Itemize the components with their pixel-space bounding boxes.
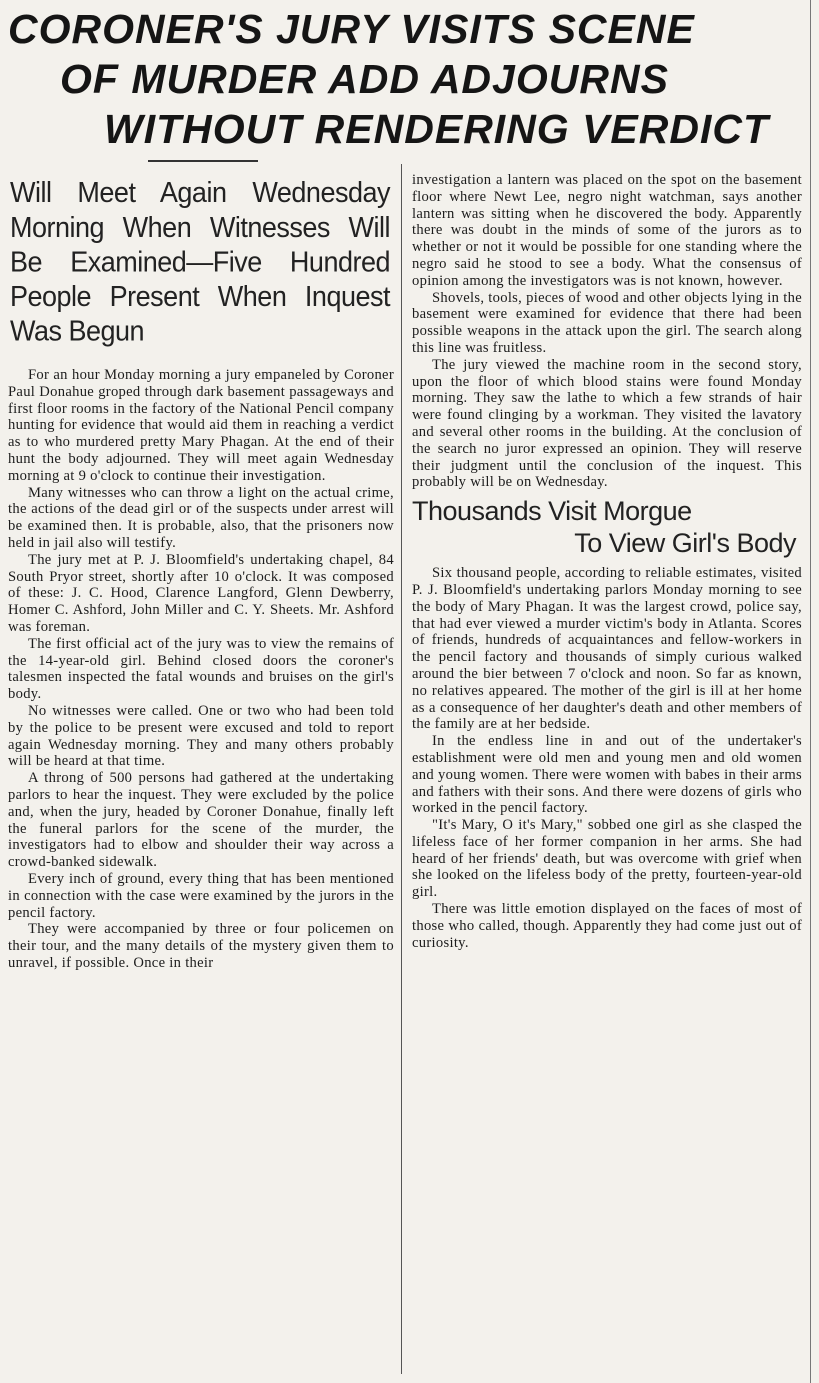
paragraph: Six thousand people, according to reliable estimates, visited P. J. Bloomfield's undertaking parlors Monday morning to see the body of Mary Phagan. It was the largest crowd, police say, that had ever viewed a murder victim's body in Atlanta. Scores of friends, hundreds of acquaintances and fellow-workers in the pencil factory and thousands of simply curious walked around the bier between 7 o'clock and noon. So far as known, no relatives appeared. The mother of the girl is ill at her home as a consequence of her daughter's death and other members of the family are at her bedside. [412, 565, 802, 733]
paragraph: For an hour Monday morning a jury empaneled by Coroner Paul Donahue groped through dark basement passageways and first floor rooms in the factory of the National Pencil company hunting for evidence that would aid them in reaching a verdict as to who murdered pretty Mary Phagan. At the end of their hunt the body adjourned. They will meet again Wednesday morning at 9 o'clock to continue their investigation. [8, 367, 394, 484]
paragraph: There was little emotion displayed on the faces of most of those who called, though. Apparently they had come just out of curiosity. [412, 901, 802, 951]
headline [0, 4, 819, 154]
paragraph: Every inch of ground, every thing that has been mentioned in connection with the case were examined by the jurors in the pencil factory. [8, 870, 394, 921]
paragraph: The jury viewed the machine room in the second story, upon the floor of which blood stains were found Monday morning. They saw the lathe to which a few strands of hair were found clinging by a workman. They visited the lavatory and several other rooms in the building. At the conclusion of the search no juror expressed an opinion. They will reserve their judgment until the conclusion of the inquest. This probably will be on Wednesday. [412, 356, 802, 491]
paragraph: A throng of 500 persons had gathered at the undertaking parlors to hear the inquest. They were excluded by the police and, when the jury, headed by Coroner Donahue, finally left the funeral parlors for the scene of the murder, the investigators had to elbow and shoulder their way across a crowd-banked sidewalk. [8, 770, 394, 871]
paragraph: In the endless line in and out of the undertaker's establishment were old men and young men and old women and young women. There were women with babes in their arms and fathers with their sons. And there were dozens of girls who worked in the pencil factory. [412, 733, 802, 817]
paragraph: The jury met at P. J. Bloomfield's undertaking chapel, 84 South Pryor street, shortly after 10 o'clock. It was composed of these: J. C. Hood, Clarence Langford, Glenn Dewberry, Homer C. Ashford, John Miller and C. Y. Sheets. Mr. Ashford was foreman. [8, 551, 394, 635]
headline-line-2: OF MURDER ADD ADJOURNS [60, 56, 669, 102]
headline-line-1: CORONER'S JURY VISITS SCENE [8, 6, 695, 52]
headline-line-3: WITHOUT RENDERING VERDICT [104, 106, 770, 152]
column-divider [401, 164, 402, 1374]
paragraph: Shovels, tools, pieces of wood and other objects lying in the basement were examined for evidence that there had been possible weapons in the attack upon the girl. The search along this line was fruitless. [412, 289, 802, 356]
paragraph: "It's Mary, O it's Mary," sobbed one girl as she clasped the lifeless face of her former companion in her arms. She had heard of her friends' death, but was overcome with grief when she looked on the lifeless body of the pretty, fourteen-year-old girl. [412, 817, 802, 901]
left-column [8, 178, 394, 972]
page-edge-rule [810, 0, 811, 1383]
paragraph: The first official act of the jury was to view the remains of the 14-year-old girl. Behind closed doors the coroner's talesmen inspected the fatal wounds and bruises on the girl's body. [8, 635, 394, 703]
paragraph: investigation a lantern was placed on the spot on the basement floor where Newt Lee, negro night watchman, says another lantern was sitting when he discovered the body. Apparently there was doubt in the minds of some of the jurors as to whether or not it would be possible for one standing where the negro said he stood to see a body. What the consensus of opinion among the investigators was is not known, however. [412, 172, 802, 289]
paragraph: Many witnesses who can throw a light on the actual crime, the actions of the dead girl or of the suspects under arrest will be examined then. It is probable, also, that the prisoners now held in jail also will testify. [8, 484, 394, 551]
subhead-line-2: To View Girl's Body [574, 528, 796, 559]
deck-headline: Will Meet Again Wednesday Morning When Witnesses Will Be Examined—Five Hundred People Present When Inquest Was Begun [10, 176, 390, 348]
left-article-body [8, 367, 394, 972]
right-article-body-top [412, 172, 802, 491]
subhead-line-1: Thousands Visit Morgue [412, 496, 692, 527]
paragraph: They were accompanied by three or four policemen on their tour, and the many details of the mystery given them to unravel, if possible. Once in their [8, 921, 394, 971]
headline-rule [148, 160, 258, 162]
paragraph: No witnesses were called. One or two who had been told by the police to be present were excused and told to report again Wednesday morning. They and many others probably will be heard at that time. [8, 702, 394, 770]
right-column [412, 172, 802, 951]
right-article-body-bottom [412, 565, 802, 951]
subhead [412, 495, 802, 559]
